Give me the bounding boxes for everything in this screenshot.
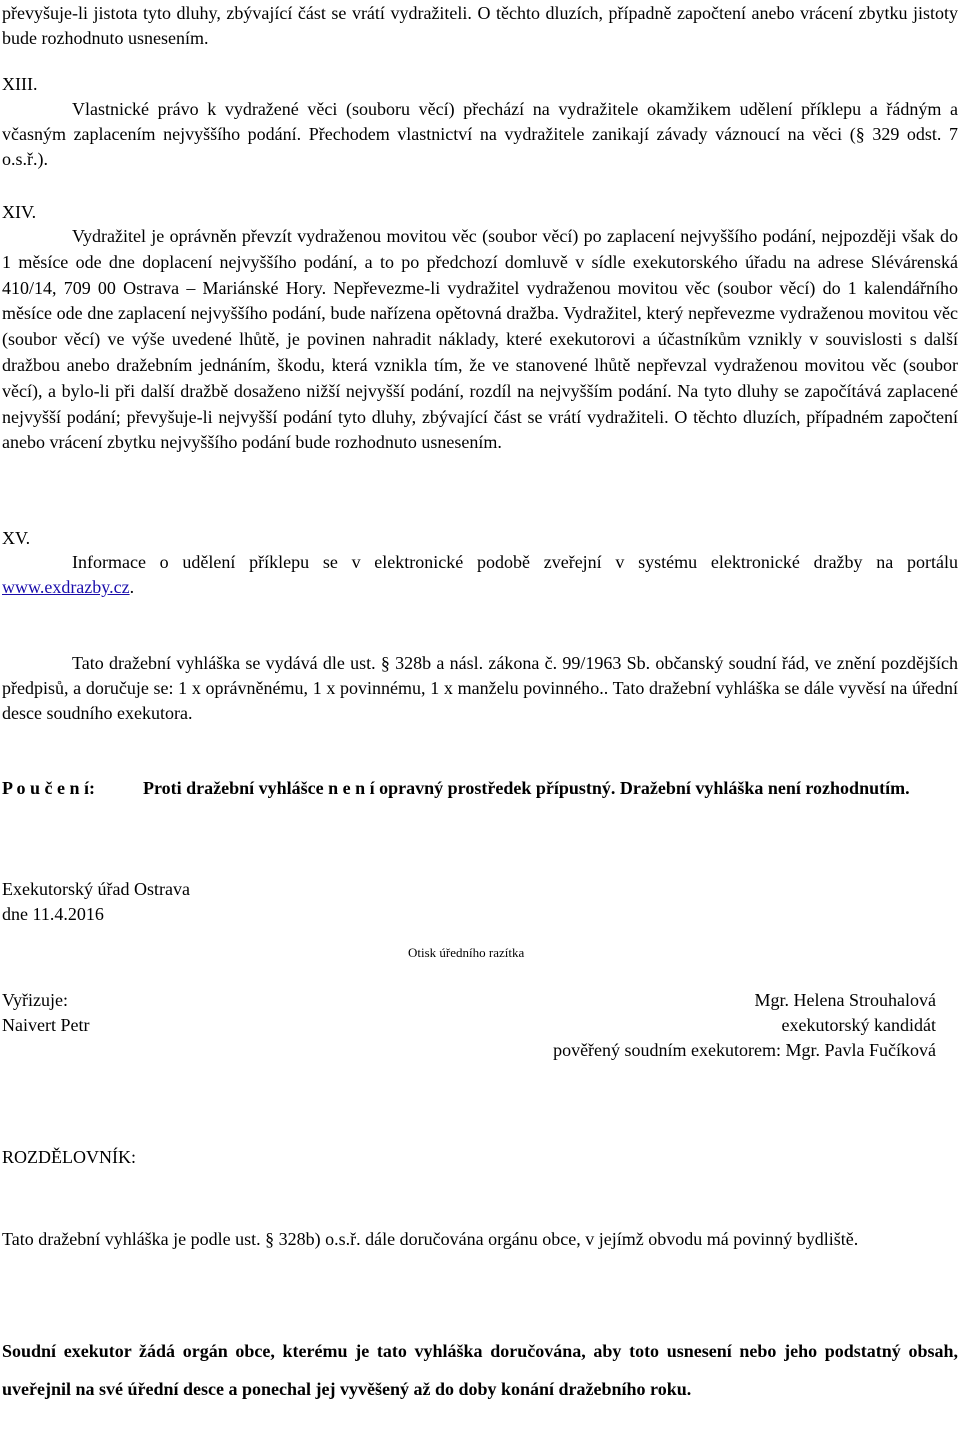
section-text-xv-after: .: [129, 577, 135, 597]
section-number-xiv: XIV.: [2, 202, 37, 222]
section-text-xiii: Vlastnické právo k vydražené věci (souboru věcí) přechází na vydražitele okamžikem udělení příklepu a řádným a včasným zaplacením nejvyššího podání. Přechodem vlastnictví na vydražitele zanikají závady váznoucí na věci (§ 329 odst. 7 o.s.ř.).: [2, 99, 958, 169]
office-name: Exekutorský úřad Ostrava: [2, 879, 190, 899]
signatory-authorized: pověřený soudním exekutorem: Mgr. Pavla Fučíková: [553, 1040, 936, 1060]
stamp-note: Otisk úředního razítka: [408, 945, 525, 960]
final-request: Soudní exekutor žádá orgán obce, kterému je tato vyhláška doručována, aby toto usnesení nebo jeho podstatný obsah, uveřejnil na své úřední desce a ponechal jej vyvěšený až do doby konání dražebního roku.: [2, 1341, 958, 1399]
handler-name: Naivert Petr: [2, 1015, 90, 1035]
pouceni-text: Proti dražební vyhlášce n e n í opravný prostředek přípustný. Dražební vyhláška není rozhodnutím.: [143, 778, 910, 798]
delivery-paragraph: Tato dražební vyhláška se vydává dle ust. § 328b a násl. zákona č. 99/1963 Sb. občanský soudní řád, ve znění pozdějších předpisů, a doručuje se: 1 x oprávněnému, 1 x povinnému, 1 x manželu povinného.. Tato dražební vyhláška se dále vyvěsí na úřední desce soudního exekutora.: [2, 653, 958, 723]
signatory-role: exekutorský kandidát: [781, 1015, 936, 1035]
signatory-name: Mgr. Helena Strouhalová: [754, 990, 936, 1010]
section-text-xv: [2, 550, 958, 600]
office-date: dne 11.4.2016: [2, 904, 104, 924]
distribution-heading: ROZDĚLOVNÍK:: [2, 1147, 136, 1167]
section-text-xv-before: Informace o udělení příklepu se v elektronické podobě zveřejní v systému elektronické dražby na portálu: [72, 552, 958, 572]
distribution-text: Tato dražební vyhláška je podle ust. § 328b) o.s.ř. dále doručována orgánu obce, v jejímž obvodu má povinný bydliště.: [2, 1229, 859, 1249]
handler-label: Vyřizuje:: [2, 990, 68, 1010]
top-paragraph: převyšuje-li jistota tyto dluhy, zbývající část se vrátí vydražiteli. O těchto dluzích, případně započtení anebo vrácení zbytku jistoty bude rozhodnuto usnesením.: [2, 3, 958, 48]
pouceni-label: P o u č e n í:: [2, 778, 95, 798]
section-text-xiv: Vydražitel je oprávněn převzít vydraženou movitou věc (soubor věcí) po zaplacení nejvyššího podání, nejpozději však do 1 měsíce ode dne doplacení nejvyššího podání, a to po předchozí domluvě v sídle exekutorského úřadu na adrese Slévárenská 410/14, 709 00 Ostrava – Mariánské Hory. Nepřevezme-li vydražitel vydraženou movitou věc (soubor věcí) do 1 kalendářního měsíce ode dne zaplacení nejvyššího podání, bude nařízena opětovná dražba. Vydražitel, který nepřevezme vydraženou movitou věc (soubor věcí) ve výše uvedené lhůtě, je povinen nahradit náklady, které exekutorovi a účastníkům vznikly v souvislosti s další dražbou anebo dražebním jednáním, škodu, která vznikla tím, že ve stanovené lhůtě nepřevzal vydraženou movitou věc (soubor věcí), a bylo-li při další dražbě dosaženo nižší nejvyšší podání, rozdíl na nejvyšším podání. Na tyto dluhy se započítává zaplacené nejvyšší podání; převyšuje-li nejvyšší podání tyto dluhy, zbývající část se vrátí vydražiteli. O těchto dluzích, případném započtení anebo vrácení zbytku nejvyššího podání bude rozhodnuto usnesením.: [2, 226, 958, 453]
section-number-xiii: XIII.: [2, 74, 38, 94]
exdrazby-link[interactable]: www.exdrazby.cz: [2, 577, 130, 597]
section-number-xv: XV.: [2, 528, 31, 548]
